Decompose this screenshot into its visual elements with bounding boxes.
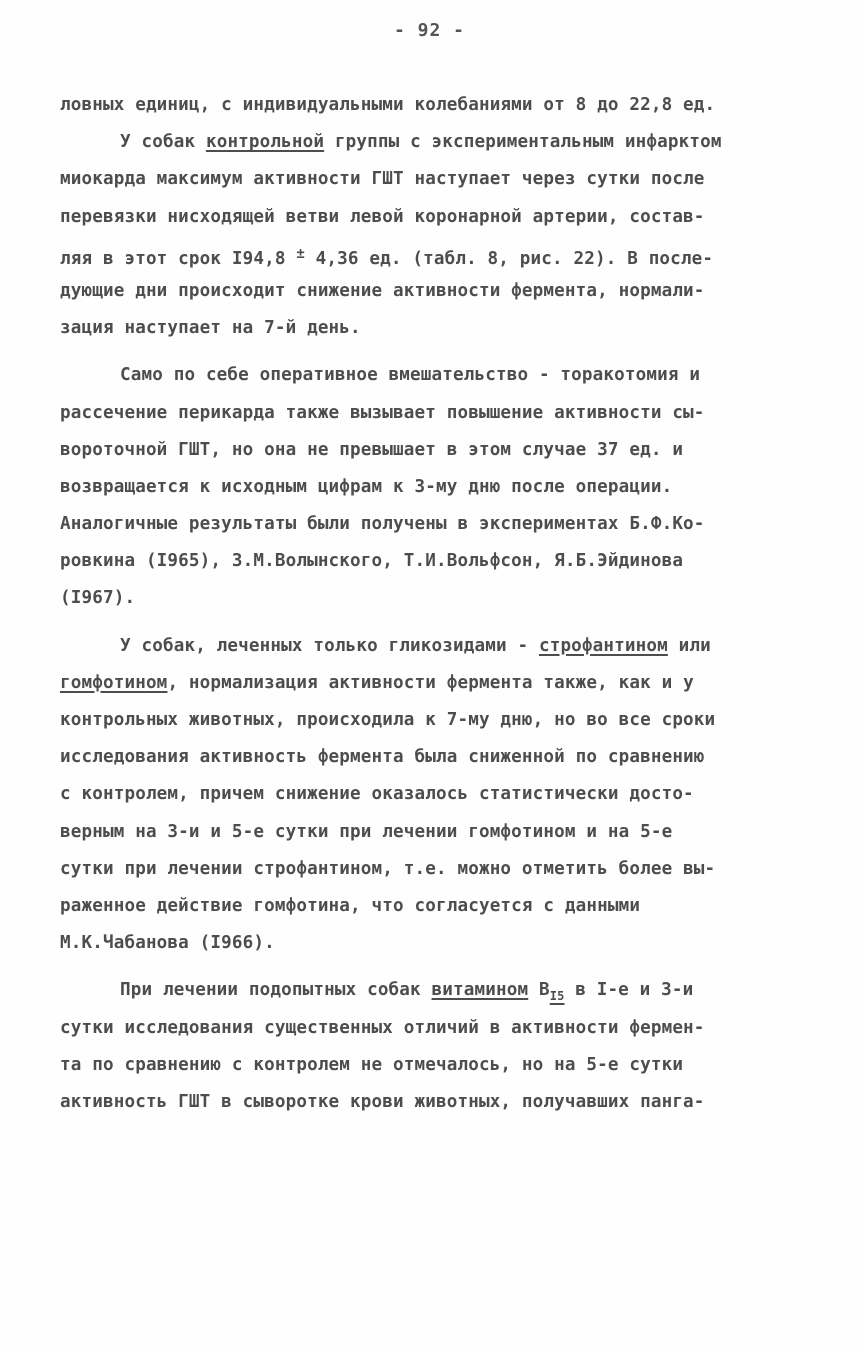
underlined-term: контрольной (205, 132, 325, 153)
text-line: М.К.Чабанова (I966). (60, 933, 275, 954)
text-line: ляя в этот срок I94,8 ± 4,36 ед. (табл. 8, рис. 22). В после- (60, 245, 714, 269)
text-line: активность ГШТ в сыворотке крови животных, получавших панга- (60, 1091, 705, 1112)
page-number: - 92 - (393, 20, 466, 41)
text-line: миокарда максимум активности ГШТ наступает через сутки после (60, 169, 705, 190)
text-line: Само по себе оперативное вмешательство - торакотомия и (120, 365, 701, 386)
text-line: вороточной ГШТ, но она не превышает в этом случае 37 ед. и (60, 439, 684, 460)
text-line: с контролем, причем снижение оказалось статистически досто- (60, 784, 694, 805)
text-line: возвращается к исходным цифрам к 3-му дню после операции. (60, 476, 673, 497)
text-line: исследования активность фермента была сниженной по сравнению (60, 747, 705, 768)
text-line: ровкина (I965), З.М.Волынского, Т.И.Вольфсон, Я.Б.Эйдинова (60, 551, 684, 572)
text-line: (I967). (60, 588, 136, 609)
text-line: При лечении подопытных собак витамином $B_{I5}$ в I-е и 3-и (120, 980, 694, 1004)
plus-minus-sign: ± (296, 245, 305, 262)
text-line: дующие дни происходит снижение активности фермента, нормали- (60, 280, 705, 301)
text-line: У собак, леченных только гликозидами - строфантином или (120, 635, 711, 656)
text-line: та по сравнению с контролем не отмечалось, но на 5-е сутки (60, 1054, 684, 1075)
underlined-term: витамином (431, 980, 529, 1001)
text-line: сутки исследования существенных отличий в активности фермен- (60, 1017, 705, 1038)
underlined-term: гомфотином (60, 672, 168, 693)
body-text (60, 91, 820, 1125)
text-line: зация наступает на 7-й день. (60, 318, 361, 339)
text-line: контрольных животных, происходила к 7-му дню, но во все сроки (60, 710, 716, 730)
text-line: сутки при лечении строфантином, т.е. можно отметить более вы- (60, 858, 716, 879)
underlined-term: строфантином (538, 635, 668, 656)
text-line: раженное действие гомфотина, что согласуется с данными (60, 895, 641, 916)
text-line: верным на 3-и и 5-е сутки при лечении гомфотином и на 5-е (60, 821, 673, 842)
subscript: I5 (549, 989, 565, 1004)
text-line: ловных единиц, с индивидуальными колебаниями от 8 до 22,8 ед. (60, 95, 716, 115)
text-line: рассечение перикарда также вызывает повышение активности сы- (60, 402, 705, 423)
text-line: перевязки нисходящей ветви левой коронарной артерии, состав- (60, 206, 705, 227)
text-line: Аналогичные результаты были получены в экспериментах Б.Ф.Ко- (60, 514, 705, 535)
text-line: гомфотином, нормализация активности фермента также, как и у (60, 672, 694, 693)
text-line: У собак контрольной группы с экспериментальным инфарктом (120, 132, 722, 153)
